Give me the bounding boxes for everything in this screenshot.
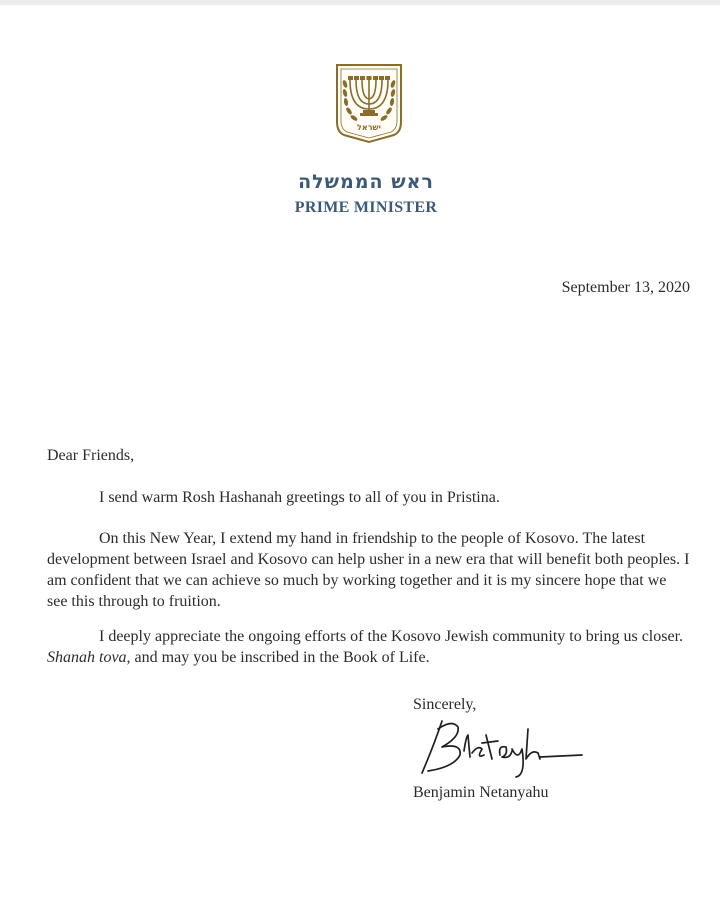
menorah-emblem-icon <box>334 62 404 144</box>
body-paragraph-2: On this New Year, I extend my hand in friendship to the people of Kosovo. The latest development between Israel and Kosovo can help usher in a new era that will benefit both peoples. I am confident that we can achieve so much by working together and it is my sincere hope that we see this through to fruition. <box>47 530 690 610</box>
top-edge-strip <box>0 0 720 5</box>
paragraph-3-ending: , and may you be inscribed in the Book of Life. <box>126 649 430 666</box>
letterhead-english-title: PRIME MINISTER <box>294 199 438 216</box>
paragraph-3-text: I deeply appreciate the ongoing efforts of the Kosovo Jewish community to bring us closer. <box>99 628 684 645</box>
letter-body <box>47 487 690 682</box>
salutation: Dear Friends, <box>47 447 135 464</box>
signer-name: Benjamin Netanyahu <box>413 784 549 801</box>
letter-date: September 13, 2020 <box>561 279 690 296</box>
shanah-tova-phrase: Shanah tova <box>47 649 127 666</box>
letterhead-hebrew-title: ראש הממשלה <box>298 171 434 193</box>
body-paragraph-3 <box>47 626 690 668</box>
svg-text:ישראל: ישראל <box>357 123 381 132</box>
body-paragraph-1: I send warm Rosh Hashanah greetings to all of you in Pristina. <box>99 489 500 506</box>
handwritten-signature-icon <box>412 715 592 780</box>
closing: Sincerely, <box>413 696 477 713</box>
